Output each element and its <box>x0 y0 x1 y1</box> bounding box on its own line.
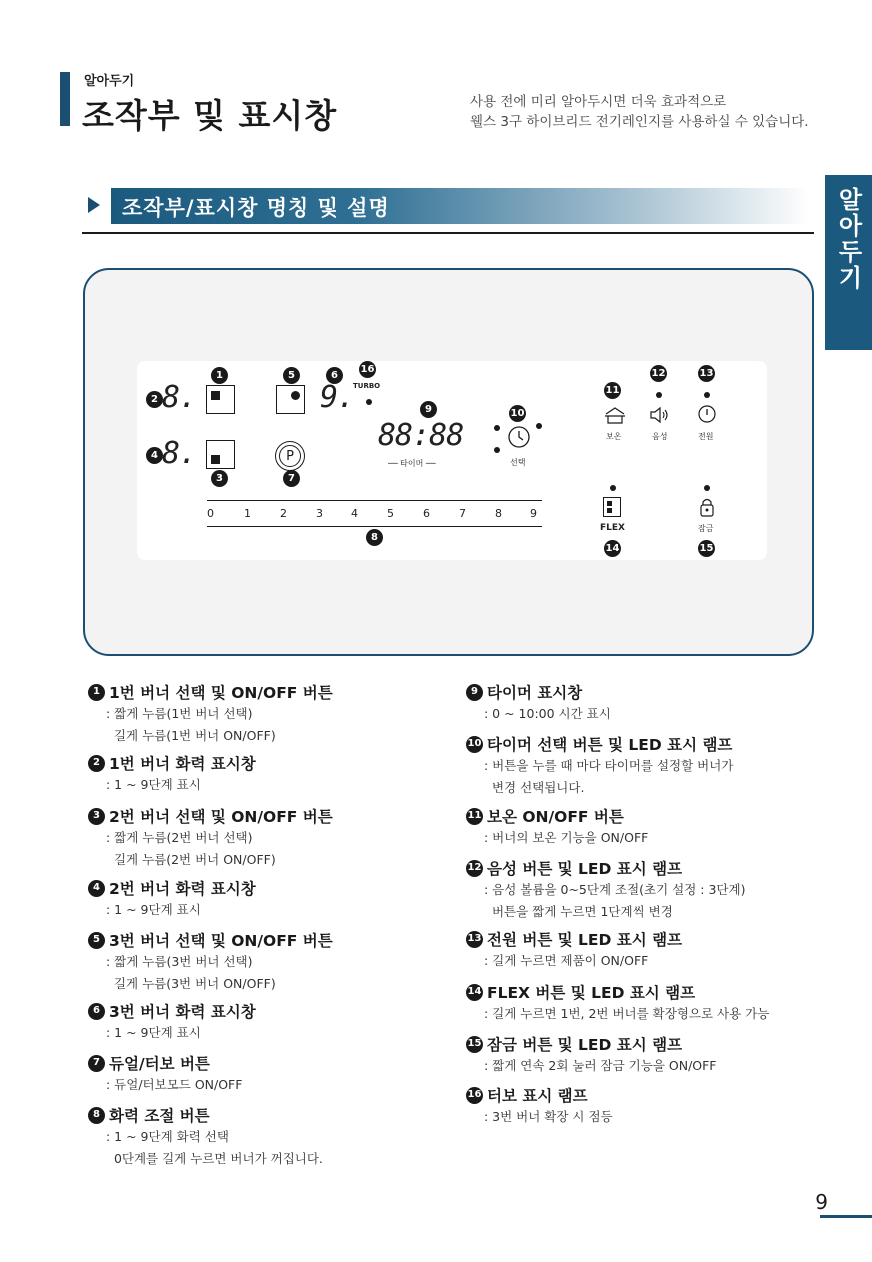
slider-tick-4[interactable]: 4 <box>351 507 358 520</box>
header-description <box>470 92 809 132</box>
description-number-badge: 15 <box>466 1036 483 1053</box>
description-line: : 0 ~ 10:00 시간 표시 <box>484 706 611 721</box>
description-line: : 3번 버너 확장 시 점등 <box>484 1109 613 1124</box>
flex-icon-bottom <box>607 508 612 513</box>
description-line: : 짧게 연속 2회 눌러 잠금 기능을 ON/OFF <box>484 1058 717 1073</box>
description-line: 버튼을 짧게 누르면 1단계씩 변경 <box>484 904 673 919</box>
description-heading <box>466 981 769 1003</box>
description-number-badge: 10 <box>466 736 483 753</box>
flex-icon-top <box>607 501 612 506</box>
description-heading <box>466 681 611 703</box>
lock-button[interactable] <box>698 496 716 518</box>
callout-2: 2 <box>146 391 163 408</box>
description-item-9 <box>466 681 611 725</box>
burner3-level-display: 9. <box>320 380 355 415</box>
description-item-15 <box>466 1033 717 1077</box>
description-heading <box>466 1084 613 1106</box>
speaker-icon <box>648 405 672 425</box>
description-title: 3번 버너 화력 표시창 <box>109 1003 256 1021</box>
power-button[interactable] <box>697 404 717 424</box>
pot-icon <box>603 405 627 425</box>
power-label: 전원 <box>698 432 714 441</box>
description-title: 3번 버너 선택 및 ON/OFF 버튼 <box>109 932 333 950</box>
description-line: : 짧게 누름(3번 버너 선택) <box>106 954 253 969</box>
description-line: : 짧게 누름(1번 버너 선택) <box>106 706 253 721</box>
turbo-label: TURBO <box>353 382 381 390</box>
callout-10: 10 <box>509 405 526 422</box>
header-desc-line2: 웰스 3구 하이브리드 전기레인지를 사용하실 수 있습니다. <box>470 114 809 130</box>
description-title: 타이머 선택 버튼 및 LED 표시 램프 <box>487 736 733 754</box>
description-heading <box>88 929 333 951</box>
description-heading <box>88 1104 323 1126</box>
side-tab <box>825 175 872 350</box>
description-number-badge: 8 <box>88 1107 105 1124</box>
flex-button[interactable] <box>603 497 621 517</box>
description-heading <box>88 1000 256 1022</box>
keep-warm-label: 보온 <box>606 432 622 441</box>
description-number-badge: 9 <box>466 684 483 701</box>
callout-3: 3 <box>211 470 228 487</box>
description-heading <box>88 1052 242 1074</box>
square-icon <box>211 455 220 464</box>
flex-label: FLEX <box>600 523 625 533</box>
description-title: 1번 버너 선택 및 ON/OFF 버튼 <box>109 684 333 702</box>
description-number-badge: 4 <box>88 880 105 897</box>
timer-select-button[interactable] <box>507 425 531 449</box>
square-icon <box>211 391 220 400</box>
description-title: 보온 ON/OFF 버튼 <box>487 808 624 826</box>
description-line: : 1 ~ 9단계 화력 선택 <box>106 1129 229 1144</box>
description-line: : 1 ~ 9단계 표시 <box>106 1025 201 1040</box>
description-line: : 버튼을 누를 때 마다 타이머를 설정할 버너가 <box>484 758 734 773</box>
description-line: : 1 ~ 9단계 표시 <box>106 902 201 917</box>
page-number: 9 <box>815 1190 828 1214</box>
slider-tick-5[interactable]: 5 <box>387 507 394 520</box>
header-desc-line1: 사용 전에 미리 알아두시면 더욱 효과적으로 <box>470 94 727 110</box>
slider-tick-7[interactable]: 7 <box>459 507 466 520</box>
sound-label: 음성 <box>652 432 668 441</box>
description-item-8 <box>88 1104 323 1170</box>
callout-1: 1 <box>211 367 228 384</box>
callout-14: 14 <box>604 540 621 557</box>
description-heading <box>88 805 333 827</box>
keep-warm-button[interactable] <box>603 405 627 425</box>
side-tab-label: 알아두기 <box>834 187 862 291</box>
description-item-14 <box>466 981 769 1025</box>
timer-label: ── 타이머 ── <box>388 459 436 468</box>
description-line: 길게 누름(2번 버너 ON/OFF) <box>106 852 276 867</box>
description-number-badge: 7 <box>88 1055 105 1072</box>
description-line: : 1 ~ 9단계 표시 <box>106 777 201 792</box>
description-title: 2번 버너 선택 및 ON/OFF 버튼 <box>109 808 333 826</box>
callout-16: 16 <box>359 361 376 378</box>
burner3-select-button[interactable] <box>276 385 305 414</box>
callout-15: 15 <box>698 540 715 557</box>
slider-top-line <box>207 500 542 501</box>
callout-13: 13 <box>698 365 715 382</box>
description-number-badge: 6 <box>88 1003 105 1020</box>
timer-lamp-1 <box>494 425 500 431</box>
section-title: 조작부/표시창 명칭 및 설명 <box>122 196 390 220</box>
sound-lamp <box>656 392 662 398</box>
description-heading <box>466 805 648 827</box>
header-category: 알아두기 <box>84 74 135 89</box>
dual-turbo-button[interactable] <box>275 441 305 471</box>
description-heading <box>466 733 733 755</box>
description-line: 변경 선택됩니다. <box>484 780 585 795</box>
flex-lamp <box>610 485 616 491</box>
power-icon <box>697 404 717 424</box>
description-number-badge: 11 <box>466 808 483 825</box>
turbo-lamp <box>366 399 372 405</box>
section-arrow-icon <box>88 197 100 213</box>
slider-tick-2[interactable]: 2 <box>280 507 287 520</box>
burner2-select-button[interactable] <box>206 440 235 469</box>
description-number-badge: 2 <box>88 755 105 772</box>
description-title: 듀얼/터보 버튼 <box>109 1055 210 1073</box>
timer-display: 88:88 <box>378 418 464 453</box>
header-accent-bar <box>60 72 70 126</box>
description-number-badge: 12 <box>466 860 483 877</box>
lock-label: 잠금 <box>698 524 714 533</box>
page-number-underline <box>820 1215 872 1218</box>
callout-6: 6 <box>326 367 343 384</box>
description-line: : 길게 누르면 1번, 2번 버너를 확장형으로 사용 가능 <box>484 1006 770 1021</box>
slider-tick-0[interactable]: 0 <box>207 507 214 520</box>
description-item-6 <box>88 1000 256 1044</box>
callout-7: 7 <box>283 470 300 487</box>
slider-bottom-line <box>207 526 542 527</box>
description-line: : 음성 볼륨을 0~5단계 조절(초기 설정 : 3단계) <box>484 882 746 897</box>
description-heading <box>88 877 256 899</box>
description-number-badge: 13 <box>466 931 483 948</box>
description-title: 2번 버너 화력 표시창 <box>109 880 256 898</box>
power-slider[interactable] <box>207 507 542 521</box>
page-title: 조작부 및 표시창 <box>82 96 338 135</box>
slider-tick-1[interactable]: 1 <box>244 507 251 520</box>
burner1-select-button[interactable] <box>206 385 235 414</box>
callout-4: 4 <box>146 447 163 464</box>
burner2-level-display: 8. <box>162 436 197 471</box>
description-item-13 <box>466 928 682 972</box>
description-item-11 <box>466 805 648 849</box>
description-item-16 <box>466 1084 613 1128</box>
description-item-1 <box>88 681 333 747</box>
circle-icon <box>291 391 300 400</box>
lock-icon <box>698 496 716 518</box>
description-title: 타이머 표시창 <box>487 684 583 702</box>
description-item-10 <box>466 733 733 799</box>
slider-tick-8[interactable]: 8 <box>495 507 502 520</box>
description-line: : 버너의 보온 기능을 ON/OFF <box>484 830 649 845</box>
description-heading <box>88 752 256 774</box>
description-title: 1번 버너 화력 표시창 <box>109 755 256 773</box>
callout-5: 5 <box>283 367 300 384</box>
callout-8: 8 <box>366 529 383 546</box>
p-icon: P <box>279 445 301 467</box>
description-item-7 <box>88 1052 242 1096</box>
section-divider <box>82 232 814 234</box>
timer-select-label: 선택 <box>510 458 526 467</box>
description-number-badge: 1 <box>88 684 105 701</box>
description-number-badge: 14 <box>466 984 483 1001</box>
callout-9: 9 <box>420 401 437 418</box>
description-title: 잠금 버튼 및 LED 표시 램프 <box>487 1036 683 1054</box>
description-title: 전원 버튼 및 LED 표시 램프 <box>487 931 683 949</box>
description-line: 길게 누름(1번 버너 ON/OFF) <box>106 728 276 743</box>
description-heading <box>466 928 682 950</box>
description-item-3 <box>88 805 333 871</box>
description-heading <box>466 857 745 879</box>
slider-tick-9[interactable]: 9 <box>530 507 537 520</box>
slider-tick-6[interactable]: 6 <box>423 507 430 520</box>
callout-12: 12 <box>650 365 667 382</box>
description-title: FLEX 버튼 및 LED 표시 램프 <box>487 984 696 1002</box>
timer-lamp-2 <box>494 447 500 453</box>
description-heading <box>466 1033 717 1055</box>
description-title: 터보 표시 램프 <box>487 1087 588 1105</box>
lock-lamp <box>704 485 710 491</box>
description-line: : 짧게 누름(2번 버너 선택) <box>106 830 253 845</box>
slider-tick-3[interactable]: 3 <box>316 507 323 520</box>
description-item-5 <box>88 929 333 995</box>
description-title: 음성 버튼 및 LED 표시 램프 <box>487 860 683 878</box>
description-heading <box>88 681 333 703</box>
description-line: : 듀얼/터보모드 ON/OFF <box>106 1077 243 1092</box>
description-item-12 <box>466 857 745 923</box>
power-lamp <box>704 392 710 398</box>
sound-button[interactable] <box>648 405 672 425</box>
description-line: : 길게 누르면 제품이 ON/OFF <box>484 953 649 968</box>
description-line: 길게 누름(3번 버너 ON/OFF) <box>106 976 276 991</box>
description-number-badge: 3 <box>88 808 105 825</box>
description-item-4 <box>88 877 256 921</box>
clock-icon <box>507 425 531 449</box>
description-line: 0단계를 길게 누르면 버너가 꺼집니다. <box>106 1151 323 1166</box>
description-number-badge: 5 <box>88 932 105 949</box>
timer-lamp-3 <box>536 423 542 429</box>
callout-11: 11 <box>604 382 621 399</box>
description-item-2 <box>88 752 256 796</box>
burner1-level-display: 8. <box>162 380 197 415</box>
description-number-badge: 16 <box>466 1087 483 1104</box>
description-title: 화력 조절 버튼 <box>109 1107 210 1125</box>
